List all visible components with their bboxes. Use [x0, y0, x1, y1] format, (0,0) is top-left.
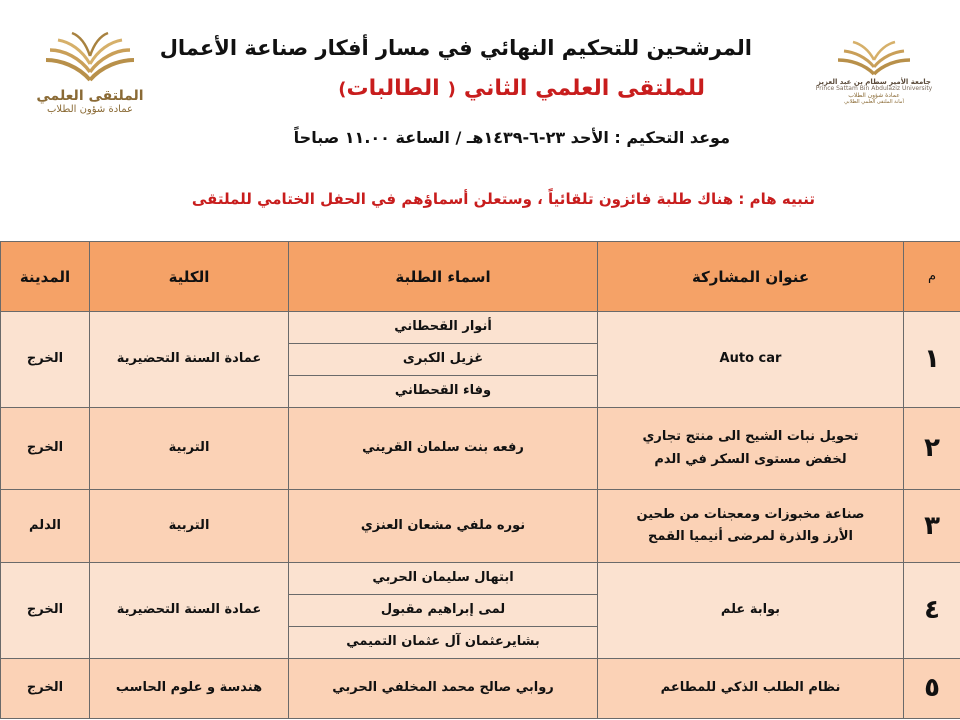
table-row	[1, 312, 960, 344]
column-header-number: م	[904, 242, 960, 312]
university-logo	[815, 38, 933, 106]
college-name: هندسة و علوم الحاسب	[90, 659, 289, 719]
table-row	[1, 659, 960, 719]
column-header-college: الكلية	[90, 242, 289, 312]
entry-title-line: الأرز والذرة لمرضى أنيميا القمح	[647, 529, 854, 544]
table-header-row	[1, 242, 960, 312]
row-number: ٤	[904, 563, 960, 659]
student-name: بشايرعثمان آل عثمان التميمي	[289, 627, 598, 659]
city-name: الخرج	[1, 659, 90, 719]
entry-title-line: لخفض مستوى السكر في الدم	[654, 451, 847, 467]
student-name: لمى إبراهيم مقبول	[289, 595, 598, 627]
page-title: المرشحين للتحكيم النهائي في مسار أفكار صناعة الأعمال	[159, 36, 752, 60]
student-name: أنوار القحطاني	[289, 312, 598, 344]
college-name: التربية	[90, 408, 289, 490]
open-book-icon	[40, 30, 140, 88]
column-header-title: عنوان المشاركة	[598, 242, 904, 312]
table-row	[1, 490, 960, 563]
student-name: وفاء القحطاني	[289, 376, 598, 408]
city-name: الخرج	[1, 312, 90, 408]
entry-title: نظام الطلب الذكي للمطاعم	[598, 659, 904, 719]
table-row	[1, 408, 960, 490]
candidates-table	[0, 241, 960, 719]
table-row	[1, 563, 960, 595]
subtitle-highlight: الطالبات	[346, 76, 440, 101]
entry-title	[598, 408, 904, 490]
city-name: الدلم	[1, 490, 90, 563]
secretariat-name: أمانة الملتقى العلمي الطلابي	[844, 98, 904, 105]
college-name: عمادة السنة التحضيرية	[90, 563, 289, 659]
student-name: غزيل الكبرى	[289, 344, 598, 376]
row-number: ٥	[904, 659, 960, 719]
city-name: الخرج	[1, 408, 90, 490]
student-name: ابتهال سليمان الحربي	[289, 563, 598, 595]
column-header-students: اسماء الطلبة	[289, 242, 598, 312]
left-logo-title: الملتقى العلمي	[36, 88, 144, 104]
left-logo	[20, 30, 160, 116]
college-name: عمادة السنة التحضيرية	[90, 312, 289, 408]
university-name-latin: Prince Sattam Bin Abdulaziz University	[815, 85, 933, 93]
row-number: ٢	[904, 408, 960, 490]
student-name: نوره ملفي مشعان العنزي	[289, 490, 598, 563]
entry-title-line: صناعة مخبوزات ومعجنات من طحين	[636, 506, 865, 522]
page-subtitle	[338, 76, 705, 101]
schedule-text: موعد التحكيم : الأحد ٢٣-٦-١٤٣٩هـ / الساعة ١١.٠٠ صباحاً	[293, 128, 730, 147]
entry-title	[598, 490, 904, 563]
college-name: التربية	[90, 490, 289, 563]
subtitle-close-paren: )	[338, 79, 347, 100]
subtitle-open-paren: (	[447, 79, 456, 100]
university-emblem-icon	[834, 38, 914, 78]
student-name: روابي صالح محمد المخلفي الحربي	[289, 659, 598, 719]
deanship-name: عمادة شؤون الطلاب	[848, 91, 900, 99]
notice-text: تنبيه هام : هناك طلبة فائزون تلقائياً ، وستعلن أسماؤهم في الحفل الختامي للملتقى	[191, 190, 815, 208]
entry-title: بوابة علم	[598, 563, 904, 659]
entry-title: Auto car	[598, 312, 904, 408]
student-name: رفعه بنت سلمان القريني	[289, 408, 598, 490]
row-number: ١	[904, 312, 960, 408]
row-number: ٣	[904, 490, 960, 563]
left-logo-subtitle: عمادة شؤون الطلاب	[47, 104, 133, 116]
university-name: جامعة الأمير سطام بن عبد العزيز	[817, 78, 931, 86]
column-header-city: المدينة	[1, 242, 90, 312]
entry-title-line: تحويل نبات الشيح الى منتج تجاري	[642, 429, 859, 445]
subtitle-prefix: للملتقى العلمي الثاني	[463, 76, 705, 101]
city-name: الخرج	[1, 563, 90, 659]
